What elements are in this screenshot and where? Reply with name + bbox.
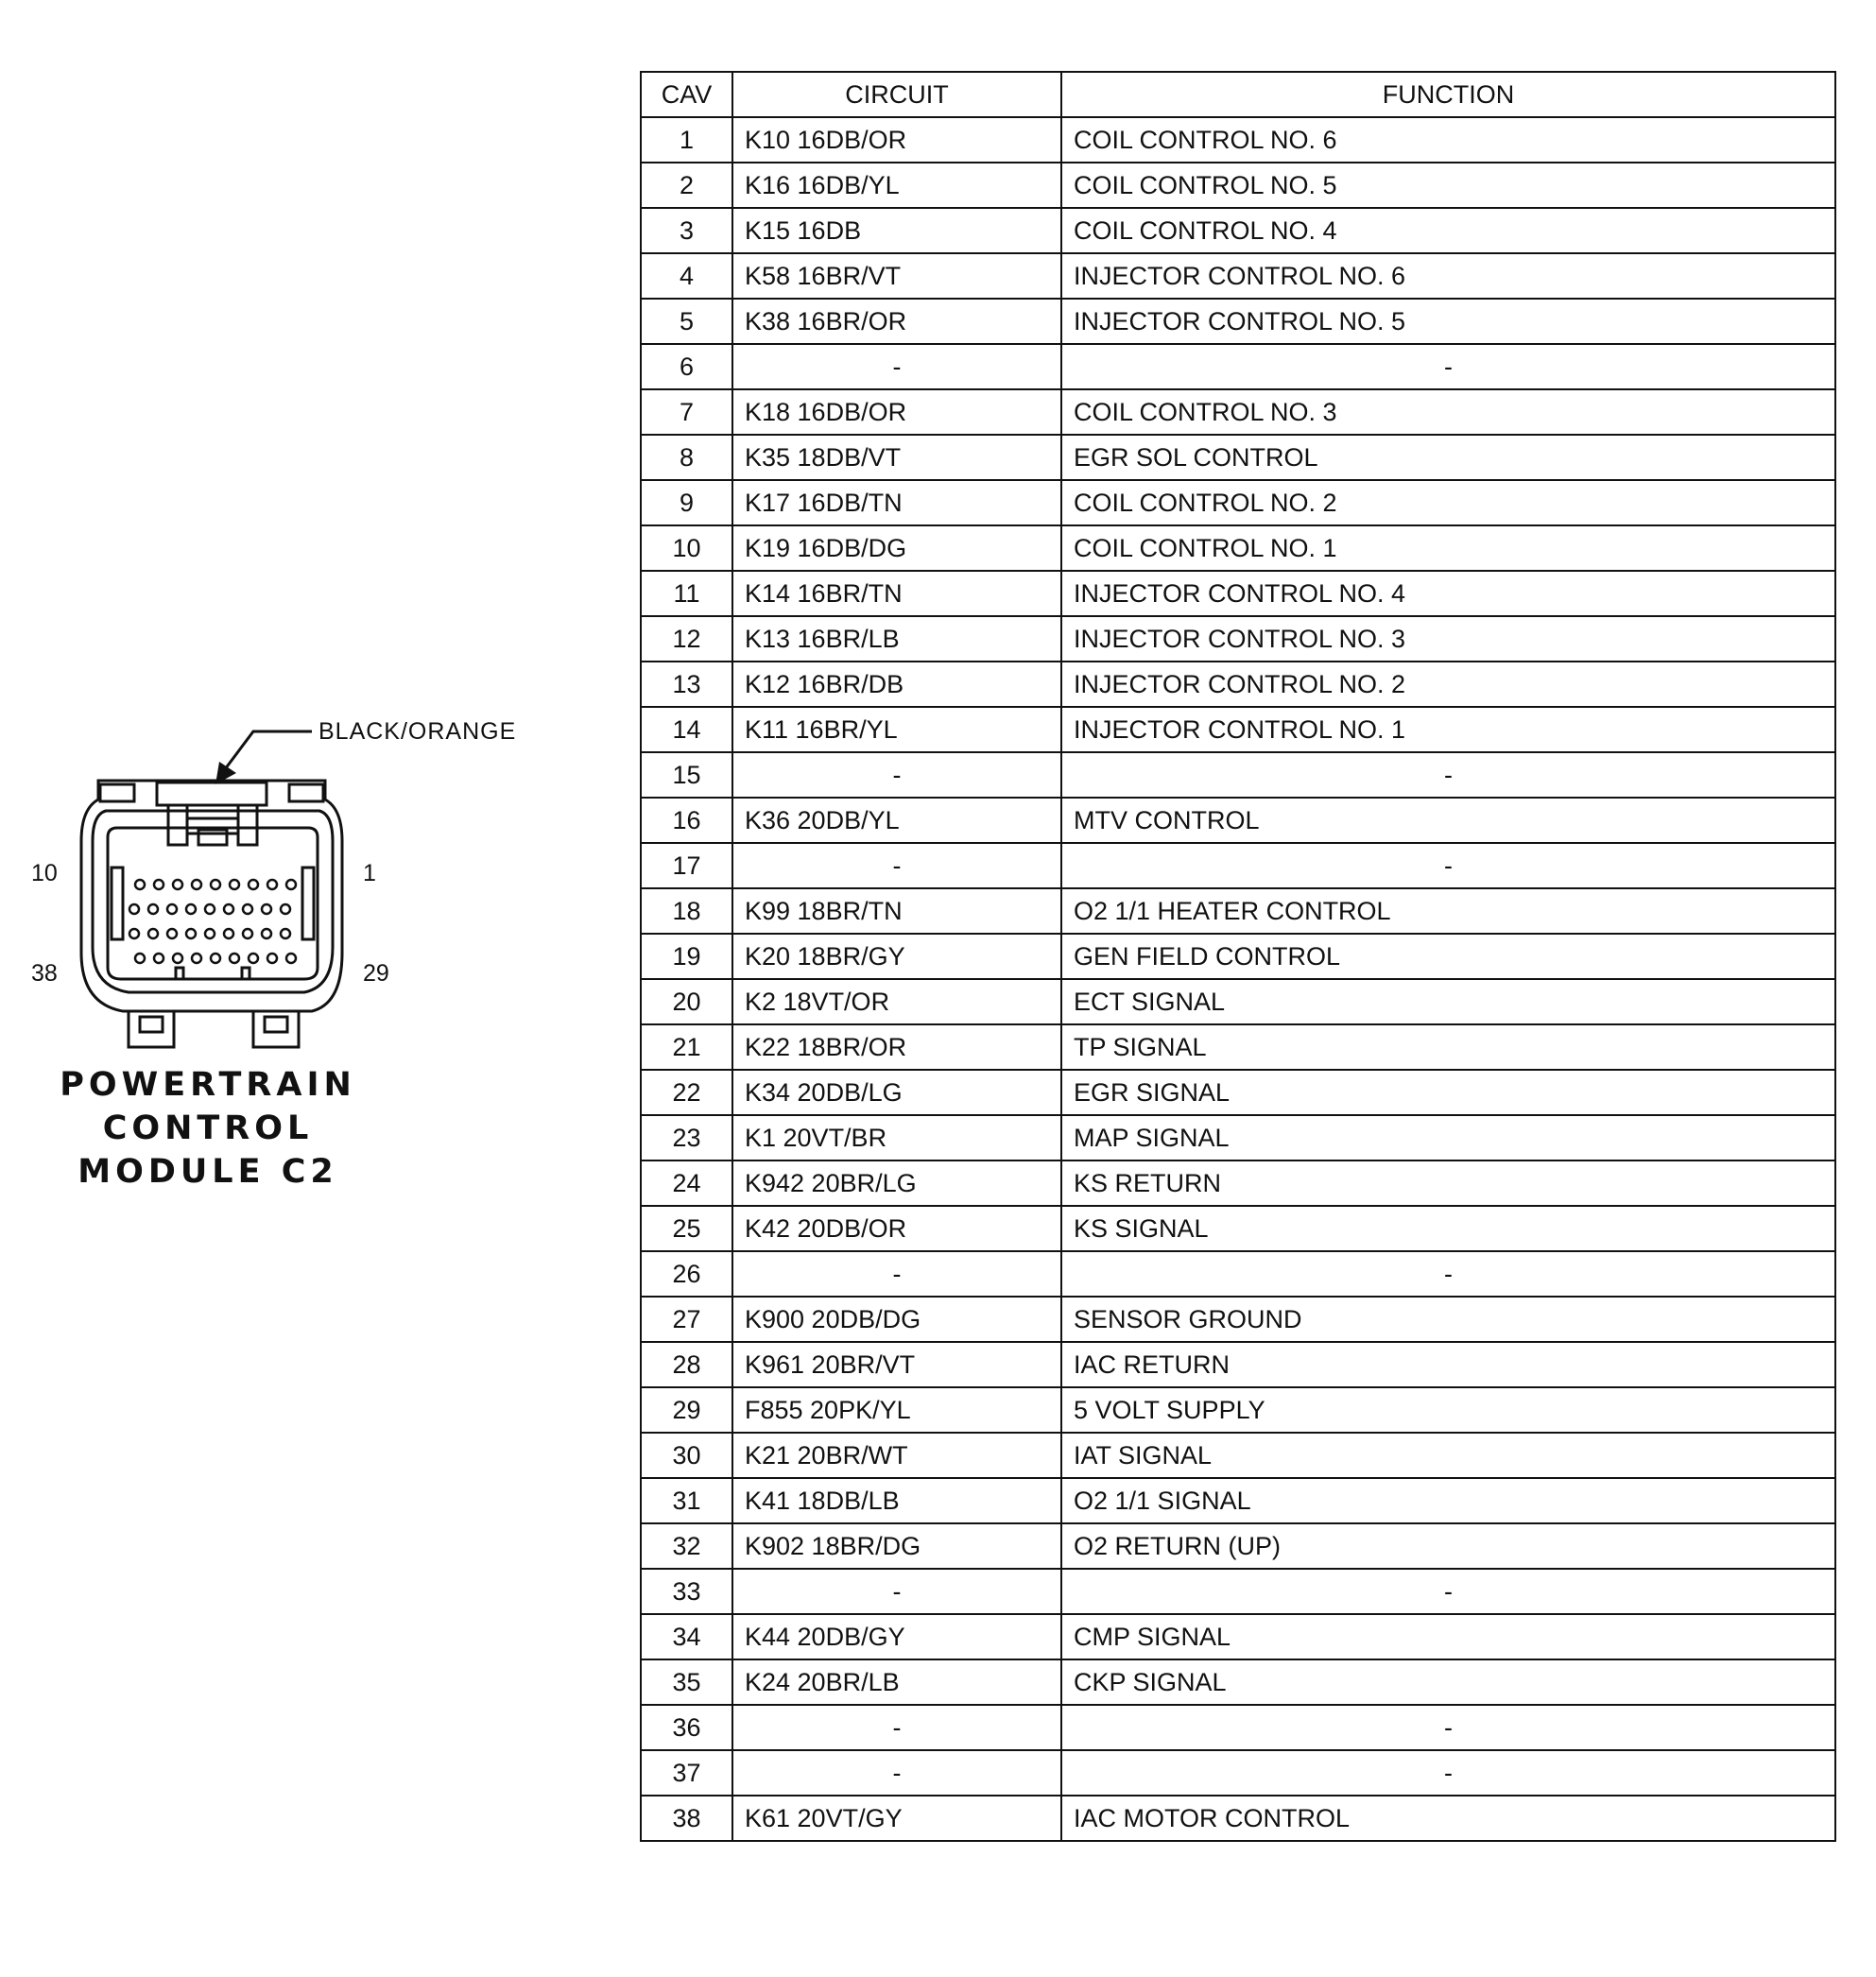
cav-cell: 19 [641, 934, 732, 979]
table-row [641, 1705, 1835, 1750]
function-cell: EGR SOL CONTROL [1061, 435, 1835, 480]
circuit-cell: - [732, 1251, 1061, 1297]
table-row [641, 1251, 1835, 1297]
cav-cell: 28 [641, 1342, 732, 1387]
circuit-cell: K41 18DB/LB [732, 1478, 1061, 1523]
circuit-cell: K16 16DB/YL [732, 163, 1061, 208]
table-row [641, 163, 1835, 208]
table-row [641, 1206, 1835, 1251]
table-row [641, 480, 1835, 525]
module-title-line: CONTROL [102, 1109, 314, 1147]
cav-cell: 11 [641, 571, 732, 616]
cav-cell: 32 [641, 1523, 732, 1569]
function-cell: GEN FIELD CONTROL [1061, 934, 1835, 979]
cav-cell: 2 [641, 163, 732, 208]
pin-label-top-right: 1 [363, 860, 376, 886]
table-row [641, 798, 1835, 843]
circuit-cell: K20 18BR/GY [732, 934, 1061, 979]
cav-cell: 6 [641, 344, 732, 389]
circuit-cell: K58 16BR/VT [732, 253, 1061, 299]
table-row [641, 888, 1835, 934]
function-cell: 5 VOLT SUPPLY [1061, 1387, 1835, 1433]
module-title [57, 1063, 359, 1194]
circuit-cell: - [732, 752, 1061, 798]
table-row [641, 1478, 1835, 1523]
connector-color-label: BLACK/ORANGE [318, 718, 517, 745]
table-row [641, 1342, 1835, 1387]
circuit-cell: F855 20PK/YL [732, 1387, 1061, 1433]
table-row [641, 1297, 1835, 1342]
table-row [641, 843, 1835, 888]
cav-cell: 26 [641, 1251, 732, 1297]
function-cell: CMP SIGNAL [1061, 1614, 1835, 1659]
table-row [641, 752, 1835, 798]
table-row [641, 707, 1835, 752]
table-row [641, 1433, 1835, 1478]
function-cell: INJECTOR CONTROL NO. 6 [1061, 253, 1835, 299]
cav-cell: 30 [641, 1433, 732, 1478]
table-row [641, 389, 1835, 435]
function-cell: KS RETURN [1061, 1160, 1835, 1206]
function-cell: IAC MOTOR CONTROL [1061, 1796, 1835, 1841]
cav-cell: 22 [641, 1070, 732, 1115]
function-cell: - [1061, 752, 1835, 798]
function-cell: COIL CONTROL NO. 2 [1061, 480, 1835, 525]
circuit-cell: - [732, 344, 1061, 389]
function-cell: COIL CONTROL NO. 6 [1061, 117, 1835, 163]
cav-cell: 21 [641, 1024, 732, 1070]
cav-cell: 5 [641, 299, 732, 344]
function-cell: IAT SIGNAL [1061, 1433, 1835, 1478]
circuit-cell: K38 16BR/OR [732, 299, 1061, 344]
cav-cell: 24 [641, 1160, 732, 1206]
circuit-cell: K22 18BR/OR [732, 1024, 1061, 1070]
function-cell: O2 RETURN (UP) [1061, 1523, 1835, 1569]
circuit-cell: K900 20DB/DG [732, 1297, 1061, 1342]
table-row [641, 525, 1835, 571]
table-row [641, 1024, 1835, 1070]
cav-cell: 29 [641, 1387, 732, 1433]
cav-cell: 25 [641, 1206, 732, 1251]
table-row [641, 1614, 1835, 1659]
header-cav: CAV [641, 72, 732, 117]
cav-cell: 20 [641, 979, 732, 1024]
module-title-line: POWERTRAIN [60, 1066, 356, 1104]
function-cell: EGR SIGNAL [1061, 1070, 1835, 1115]
function-cell: SENSOR GROUND [1061, 1297, 1835, 1342]
circuit-cell: K34 20DB/LG [732, 1070, 1061, 1115]
function-cell: - [1061, 1705, 1835, 1750]
table-row [641, 1115, 1835, 1160]
function-cell: - [1061, 1251, 1835, 1297]
function-cell: - [1061, 344, 1835, 389]
table-row [641, 435, 1835, 480]
function-cell: O2 1/1 HEATER CONTROL [1061, 888, 1835, 934]
function-cell: O2 1/1 SIGNAL [1061, 1478, 1835, 1523]
cav-cell: 14 [641, 707, 732, 752]
cav-cell: 7 [641, 389, 732, 435]
table-row [641, 344, 1835, 389]
function-cell: INJECTOR CONTROL NO. 5 [1061, 299, 1835, 344]
function-cell: - [1061, 1569, 1835, 1614]
table-row [641, 662, 1835, 707]
function-cell: INJECTOR CONTROL NO. 1 [1061, 707, 1835, 752]
cav-cell: 36 [641, 1705, 732, 1750]
function-cell: COIL CONTROL NO. 4 [1061, 208, 1835, 253]
pinout-table [640, 71, 1836, 1842]
pin-label-bottom-right: 29 [363, 960, 389, 987]
cav-cell: 3 [641, 208, 732, 253]
table-row [641, 1070, 1835, 1115]
circuit-cell: K14 16BR/TN [732, 571, 1061, 616]
circuit-cell: K1 20VT/BR [732, 1115, 1061, 1160]
function-cell: MAP SIGNAL [1061, 1115, 1835, 1160]
circuit-cell: - [732, 843, 1061, 888]
circuit-cell: K19 16DB/DG [732, 525, 1061, 571]
circuit-cell: - [732, 1750, 1061, 1796]
function-cell: IAC RETURN [1061, 1342, 1835, 1387]
table-body [641, 117, 1835, 1841]
function-cell: - [1061, 1750, 1835, 1796]
circuit-cell: K2 18VT/OR [732, 979, 1061, 1024]
cav-cell: 37 [641, 1750, 732, 1796]
table-row [641, 1569, 1835, 1614]
circuit-cell: K24 20BR/LB [732, 1659, 1061, 1705]
cav-cell: 17 [641, 843, 732, 888]
circuit-cell: K99 18BR/TN [732, 888, 1061, 934]
cav-cell: 31 [641, 1478, 732, 1523]
connector-diagram [0, 699, 529, 1266]
circuit-cell: K42 20DB/OR [732, 1206, 1061, 1251]
cav-cell: 10 [641, 525, 732, 571]
table-row [641, 616, 1835, 662]
function-cell: INJECTOR CONTROL NO. 3 [1061, 616, 1835, 662]
cav-cell: 15 [641, 752, 732, 798]
table-row [641, 1387, 1835, 1433]
circuit-cell: K61 20VT/GY [732, 1796, 1061, 1841]
circuit-cell: - [732, 1569, 1061, 1614]
function-cell: KS SIGNAL [1061, 1206, 1835, 1251]
header-circuit: CIRCUIT [732, 72, 1061, 117]
function-cell: COIL CONTROL NO. 3 [1061, 389, 1835, 435]
cav-cell: 38 [641, 1796, 732, 1841]
table-header-row [641, 72, 1835, 117]
function-cell: CKP SIGNAL [1061, 1659, 1835, 1705]
cav-cell: 18 [641, 888, 732, 934]
cav-cell: 12 [641, 616, 732, 662]
table-row [641, 1750, 1835, 1796]
circuit-cell: K942 20BR/LG [732, 1160, 1061, 1206]
cav-cell: 34 [641, 1614, 732, 1659]
header-function: FUNCTION [1061, 72, 1835, 117]
function-cell: - [1061, 843, 1835, 888]
function-cell: INJECTOR CONTROL NO. 2 [1061, 662, 1835, 707]
circuit-cell: K36 20DB/YL [732, 798, 1061, 843]
function-cell: COIL CONTROL NO. 5 [1061, 163, 1835, 208]
table-row [641, 1796, 1835, 1841]
function-cell: TP SIGNAL [1061, 1024, 1835, 1070]
pin-label-bottom-left: 38 [31, 960, 58, 987]
cav-cell: 13 [641, 662, 732, 707]
cav-cell: 33 [641, 1569, 732, 1614]
circuit-cell: K11 16BR/YL [732, 707, 1061, 752]
table-row [641, 1659, 1835, 1705]
table-row [641, 253, 1835, 299]
table-row [641, 1160, 1835, 1206]
circuit-cell: K902 18BR/DG [732, 1523, 1061, 1569]
cav-cell: 8 [641, 435, 732, 480]
circuit-cell: K18 16DB/OR [732, 389, 1061, 435]
circuit-cell: K17 16DB/TN [732, 480, 1061, 525]
cav-cell: 16 [641, 798, 732, 843]
circuit-cell: K10 16DB/OR [732, 117, 1061, 163]
cav-cell: 4 [641, 253, 732, 299]
circuit-cell: K13 16BR/LB [732, 616, 1061, 662]
pin-label-top-left: 10 [31, 860, 58, 886]
table-row [641, 979, 1835, 1024]
function-cell: INJECTOR CONTROL NO. 4 [1061, 571, 1835, 616]
cav-cell: 27 [641, 1297, 732, 1342]
circuit-cell: K961 20BR/VT [732, 1342, 1061, 1387]
circuit-cell: K35 18DB/VT [732, 435, 1061, 480]
cav-cell: 23 [641, 1115, 732, 1160]
circuit-cell: - [732, 1705, 1061, 1750]
table-row [641, 1523, 1835, 1569]
cav-cell: 1 [641, 117, 732, 163]
cav-cell: 35 [641, 1659, 732, 1705]
function-cell: ECT SIGNAL [1061, 979, 1835, 1024]
circuit-cell: K44 20DB/GY [732, 1614, 1061, 1659]
table-row [641, 571, 1835, 616]
function-cell: COIL CONTROL NO. 1 [1061, 525, 1835, 571]
circuit-cell: K12 16BR/DB [732, 662, 1061, 707]
circuit-cell: K21 20BR/WT [732, 1433, 1061, 1478]
table-row [641, 208, 1835, 253]
table-row [641, 117, 1835, 163]
table-row [641, 934, 1835, 979]
cav-cell: 9 [641, 480, 732, 525]
circuit-cell: K15 16DB [732, 208, 1061, 253]
module-title-line: MODULE C2 [77, 1153, 338, 1191]
function-cell: MTV CONTROL [1061, 798, 1835, 843]
connector-face-drawing [0, 699, 529, 1077]
table-row [641, 299, 1835, 344]
